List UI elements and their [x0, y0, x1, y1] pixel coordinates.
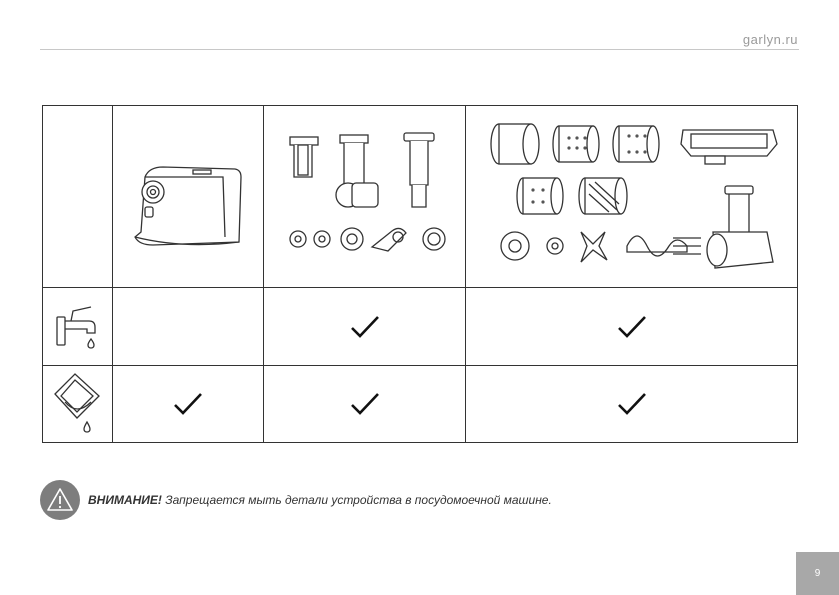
check-icon	[350, 314, 380, 340]
page-number: 9	[796, 552, 839, 595]
cloth-wipe-icon	[53, 372, 103, 436]
cloth-cell	[43, 366, 113, 443]
meat-grinder-body-illustration	[123, 137, 253, 257]
warning-label: ВНИМАНИЕ!	[88, 493, 162, 507]
cell-value	[466, 366, 798, 443]
cleaning-table	[42, 105, 798, 443]
check-icon	[617, 391, 647, 417]
cell-value	[466, 288, 798, 366]
cell-value	[264, 366, 466, 443]
table-row	[43, 288, 798, 366]
table-header-row	[43, 106, 798, 288]
cell-value	[264, 288, 466, 366]
warning-note	[40, 480, 552, 520]
check-icon	[173, 391, 203, 417]
check-icon	[617, 314, 647, 340]
grater-attachments-cell	[466, 106, 798, 288]
cell-value	[113, 366, 264, 443]
faucet-water-icon	[53, 301, 103, 353]
juicer-attachments-illustration	[280, 127, 450, 267]
check-icon	[350, 391, 380, 417]
cell-value	[113, 288, 264, 366]
juicer-attachments-cell	[264, 106, 466, 288]
header-divider	[40, 49, 799, 50]
device-body-cell	[113, 106, 264, 288]
table-row	[43, 366, 798, 443]
warning-body: Запрещается мыть детали устройства в посудомоечной машине.	[161, 493, 552, 507]
grater-attachments-illustration	[477, 122, 787, 272]
warning-text	[88, 493, 552, 507]
site-url: garlyn.ru	[742, 32, 798, 47]
faucet-cell	[43, 288, 113, 366]
warning-triangle-icon	[40, 480, 80, 520]
empty-corner-cell	[43, 106, 113, 288]
